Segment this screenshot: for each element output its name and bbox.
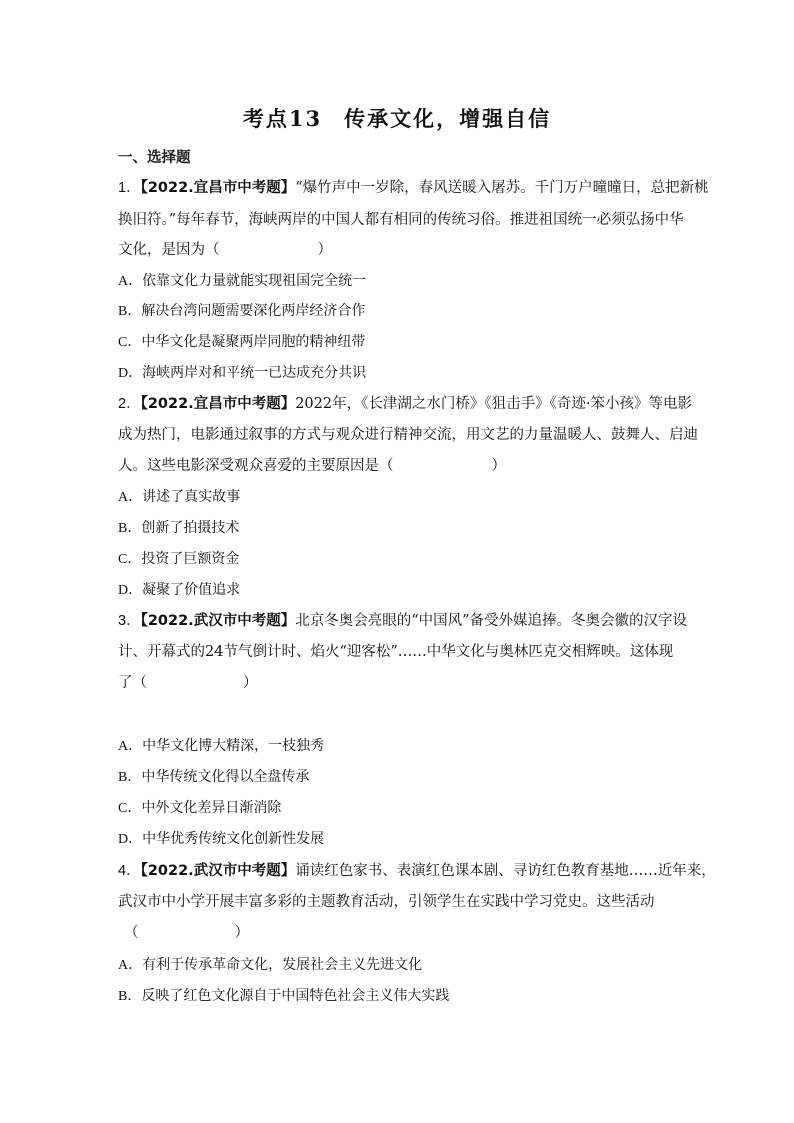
question-4-line-1 xyxy=(118,861,716,881)
question-source: 【2022.武汉市中考题】 xyxy=(140,613,296,629)
option-a xyxy=(118,271,678,292)
option-a xyxy=(118,955,678,976)
question-number: 4． xyxy=(118,863,141,879)
question-3-line-1 xyxy=(118,611,688,631)
option-b xyxy=(118,518,678,539)
question-text: 诵读红色家书、表演红色课本剧、寻访红色教育基地……近年来， xyxy=(295,863,716,879)
option-letter: B． xyxy=(118,304,142,319)
question-4-line-3 xyxy=(124,923,684,943)
question-text: 北京冬奥会亮眼的“中国风”备受外媒追捧。冬奥会徽的汉字设 xyxy=(295,613,688,629)
option-letter: B． xyxy=(118,521,142,536)
question-2-line-3 xyxy=(118,456,678,476)
option-letter: C． xyxy=(118,552,142,567)
question-text: 文化，是因为（ xyxy=(118,242,220,258)
option-c xyxy=(118,332,678,353)
question-text: 2022年，《长津湖之水门桥》《狙击手》《奇迹·笨小孩》等电影 xyxy=(295,396,692,412)
option-d xyxy=(118,829,678,850)
question-1-line-3 xyxy=(118,240,678,260)
question-2-line-1 xyxy=(118,394,692,414)
option-c xyxy=(118,549,678,570)
section-heading: 一、选择题 xyxy=(118,150,191,166)
option-text: 中华优秀传统文化创新性发展 xyxy=(142,831,325,847)
option-text: 海峡两岸对和平统一已达成充分共识 xyxy=(142,365,367,381)
answer-bracket-close: ） xyxy=(317,242,332,258)
option-text: 凝聚了价值追求 xyxy=(142,582,241,598)
answer-bracket-close: ） xyxy=(491,458,506,474)
question-1-line-2: 换旧符。”每年春节，海峡两岸的中国人都有相同的传统习俗。推进祖国统一必须弘扬中华 xyxy=(118,212,684,228)
question-source: 【2022.宜昌市中考题】 xyxy=(140,396,296,412)
option-text: 中华文化是凝聚两岸同胞的精神纽带 xyxy=(141,334,366,350)
option-text: 中华传统文化得以全盘传承 xyxy=(141,769,310,785)
question-source: 【2022.宜昌市中考题】 xyxy=(140,180,296,196)
option-b xyxy=(118,767,678,788)
title-number: 考点13 xyxy=(242,106,323,131)
option-letter: C． xyxy=(118,801,142,816)
option-b xyxy=(118,301,678,322)
question-text: （ xyxy=(124,925,139,941)
question-3-line-2: 计、开幕式的24节气倒计时、焰火“迎客松”……中华文化与奥林匹克交相辉映。这体现 xyxy=(118,644,674,660)
option-text: 有利于传承革命文化，发展社会主义先进文化 xyxy=(142,957,423,973)
option-text: 中华文化博大精深，一枝独秀 xyxy=(142,738,325,754)
option-text: 投资了巨额资金 xyxy=(141,551,240,567)
option-c xyxy=(118,798,678,819)
question-source: 【2022.武汉市中考题】 xyxy=(140,863,296,879)
question-number: 1． xyxy=(118,180,141,196)
option-text: 反映了红色文化源自于中国特色社会主义伟大实践 xyxy=(141,988,450,1004)
option-text: 中外文化差异日渐消除 xyxy=(141,800,282,816)
option-letter: D． xyxy=(118,583,143,598)
option-letter: A． xyxy=(118,958,143,973)
option-letter: B． xyxy=(118,989,142,1004)
question-1-line-1 xyxy=(118,178,709,198)
question-4-line-2: 武汉市中小学开展丰富多彩的主题教育活动，引领学生在实践中学习党史。这些活动 xyxy=(118,894,655,910)
option-b xyxy=(118,986,678,1007)
option-d xyxy=(118,580,678,601)
option-letter: A． xyxy=(118,490,143,505)
question-text: 了（ xyxy=(118,675,147,691)
option-letter: A． xyxy=(118,739,143,754)
option-letter: C． xyxy=(118,335,142,350)
option-d xyxy=(118,363,678,384)
page-title xyxy=(0,103,794,133)
option-text: 讲述了真实故事 xyxy=(142,489,241,505)
option-letter: A． xyxy=(118,274,143,289)
option-text: 依靠文化力量就能实现祖国完全统一 xyxy=(142,273,367,289)
answer-bracket-close: ） xyxy=(234,925,249,941)
question-number: 2． xyxy=(118,396,141,412)
option-text: 解决台湾问题需要深化两岸经济合作 xyxy=(141,303,366,319)
question-text: 人。这些电影深受观众喜爱的主要原因是（ xyxy=(118,458,394,474)
question-number: 3． xyxy=(118,613,141,629)
option-letter: B． xyxy=(118,770,142,785)
question-text: “爆竹声中一岁除，春风送暖入屠苏。千门万户曈曈日，总把新桃 xyxy=(295,180,709,196)
answer-bracket-close: ） xyxy=(243,675,258,691)
option-letter: D． xyxy=(118,832,143,847)
option-a xyxy=(118,736,678,757)
option-a xyxy=(118,487,678,508)
title-name: 传承文化，增强自信 xyxy=(344,106,552,131)
question-2-line-2: 成为热门，电影通过叙事的方式与观众进行精神交流，用文艺的力量温暖人、鼓舞人、启迪 xyxy=(118,427,698,443)
question-3-line-3 xyxy=(118,673,678,693)
option-text: 创新了拍摄技术 xyxy=(141,520,240,536)
option-letter: D． xyxy=(118,366,143,381)
